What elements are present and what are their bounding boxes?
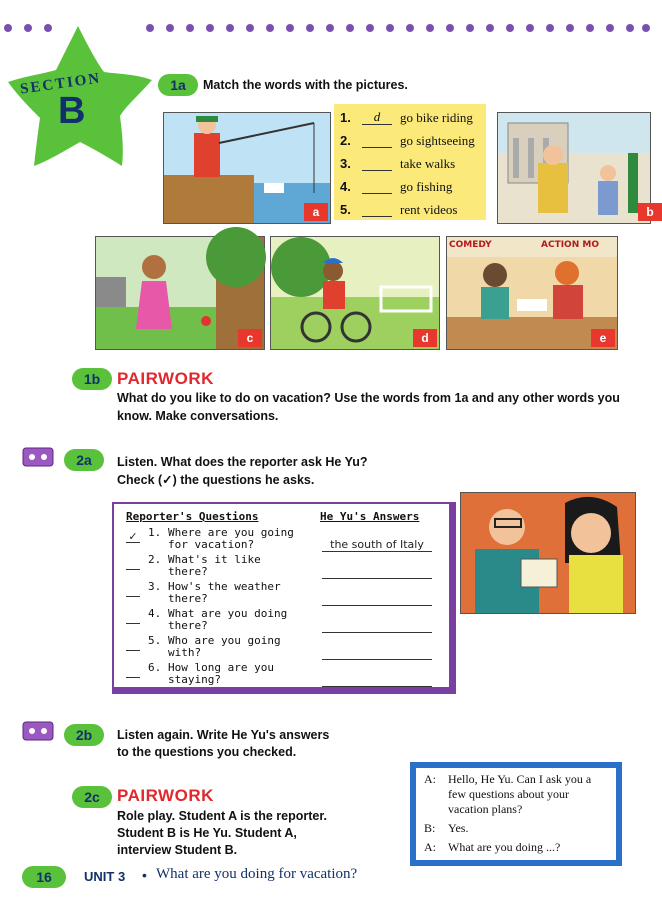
col-questions-header: Reporter's Questions xyxy=(126,510,259,523)
dialogue-text: Hello, He Yu. Can I ask you a few questions about your vacation plans? xyxy=(448,772,592,816)
section-star xyxy=(6,20,156,170)
question-line1: How's the weather xyxy=(168,580,281,593)
question-check[interactable] xyxy=(126,557,140,570)
dialogue-line xyxy=(424,821,608,836)
pairwork-title-2c: PAIRWORK xyxy=(117,786,214,805)
match-text: rent videos xyxy=(400,201,458,217)
reporter-illustration xyxy=(461,493,635,613)
sign-comedy: COMEDY xyxy=(449,240,492,250)
match-number: 2. xyxy=(340,133,351,148)
match-item xyxy=(340,152,480,175)
pairwork-title-1b: PAIRWORK xyxy=(117,369,214,388)
question-line2: for vacation? xyxy=(168,538,255,551)
dialogue-speaker: A: xyxy=(424,772,436,786)
reporter-picture xyxy=(460,492,636,614)
picture-a xyxy=(163,112,331,224)
badge-1a: 1a xyxy=(158,74,198,96)
footer-bullet: • xyxy=(142,867,147,883)
instruction-1a: Match the words with the pictures. xyxy=(203,78,408,92)
question-number: 3. xyxy=(148,580,162,593)
picture-tag: b xyxy=(638,203,662,221)
sign-action: ACTION MO xyxy=(541,240,599,250)
question-number: 4. xyxy=(148,607,162,620)
question-line2: staying? xyxy=(168,673,221,686)
dialogue-speaker: A: xyxy=(424,840,436,854)
match-number: 3. xyxy=(340,156,351,171)
picture-e xyxy=(446,236,618,350)
question-row xyxy=(126,580,446,606)
match-answer[interactable] xyxy=(362,179,392,194)
answer-line[interactable] xyxy=(322,619,432,633)
text-2c-line3: interview Student B. xyxy=(117,843,238,857)
page-number: 16 xyxy=(36,869,52,885)
section-label: SECTION xyxy=(19,70,103,98)
match-text: take walks xyxy=(400,155,456,171)
col-answers-header: He Yu's Answers xyxy=(320,510,420,523)
dialogue-text: Yes. xyxy=(448,821,469,835)
badge-1b: 1b xyxy=(72,368,112,390)
picture-tag: a xyxy=(304,203,328,221)
match-item xyxy=(340,175,480,198)
question-number: 2. xyxy=(148,553,162,566)
question-check[interactable] xyxy=(126,665,140,678)
cassette-icon xyxy=(22,721,56,741)
match-number: 4. xyxy=(340,179,351,194)
text-2b-line2: to the questions you checked. xyxy=(117,745,297,759)
picture-b xyxy=(497,112,654,224)
footer-title: What are you doing for vacation? xyxy=(156,866,358,882)
match-number: 1. xyxy=(340,110,351,125)
dialogue-speaker: B: xyxy=(424,821,436,835)
match-number: 5. xyxy=(340,202,351,217)
match-text: go bike riding xyxy=(400,109,473,125)
question-line1: What are you doing xyxy=(168,607,288,620)
question-line2: there? xyxy=(168,565,208,578)
footer-unit: UNIT 3 xyxy=(84,869,126,884)
question-row xyxy=(126,526,446,552)
questions-box xyxy=(112,502,456,694)
question-line2: there? xyxy=(168,619,208,632)
dialogue-text: What are you doing ...? xyxy=(448,840,561,854)
question-line2: with? xyxy=(168,646,202,659)
answer-line[interactable] xyxy=(322,592,432,606)
picture-d xyxy=(270,236,440,350)
match-item xyxy=(340,129,480,152)
matching-list xyxy=(334,104,486,220)
answer-line[interactable]: the south of Italy xyxy=(322,538,432,552)
match-answer[interactable] xyxy=(362,202,392,217)
question-line1: Where are you going xyxy=(168,526,294,539)
section-letter: B xyxy=(58,90,86,132)
question-check[interactable]: ✓ xyxy=(126,530,140,543)
match-answer[interactable] xyxy=(362,156,392,171)
text-2c-line1: Role play. Student A is the reporter. xyxy=(117,809,327,823)
question-number: 1. xyxy=(148,526,162,539)
question-line1: What's it like xyxy=(168,553,261,566)
picture-tag: e xyxy=(591,329,615,347)
picture-tag: d xyxy=(413,329,437,347)
cassette-icon xyxy=(22,447,56,467)
page-number-badge xyxy=(22,866,66,888)
match-item xyxy=(340,106,480,129)
text-2b-line1: Listen again. Write He Yu's answers xyxy=(117,728,330,742)
question-line2: there? xyxy=(168,592,208,605)
question-check[interactable] xyxy=(126,584,140,597)
dialogue-box xyxy=(410,762,622,866)
badge-2a: 2a xyxy=(64,449,104,471)
match-text: go fishing xyxy=(400,178,453,194)
text-2c-line2: Student B is He Yu. Student A, xyxy=(117,826,297,840)
badge-2c: 2c xyxy=(72,786,112,808)
question-line1: How long are you xyxy=(168,661,274,674)
question-check[interactable] xyxy=(126,611,140,624)
answer-line[interactable] xyxy=(322,673,432,687)
text-1b: What do you like to do on vacation? Use the words from 1a and any other words you know. Make conversations. xyxy=(117,391,620,423)
dialogue-line xyxy=(424,840,608,855)
question-row xyxy=(126,634,446,660)
match-answer[interactable] xyxy=(362,133,392,148)
question-number: 5. xyxy=(148,634,162,647)
match-item xyxy=(340,198,480,221)
answer-line[interactable] xyxy=(322,646,432,660)
answer-line[interactable] xyxy=(322,565,432,579)
match-answer[interactable]: d xyxy=(362,110,392,125)
dialogue-line xyxy=(424,772,608,817)
instruction-2a-line2: Check (✓) the questions he asks. xyxy=(117,473,315,487)
question-row xyxy=(126,607,446,633)
sightseeing-illustration xyxy=(498,113,650,223)
question-row xyxy=(126,553,446,579)
question-line1: Who are you going xyxy=(168,634,281,647)
picture-c xyxy=(95,236,265,350)
badge-2b: 2b xyxy=(64,724,104,746)
question-number: 6. xyxy=(148,661,162,674)
match-text: go sightseeing xyxy=(400,132,475,148)
question-row xyxy=(126,661,446,687)
question-check[interactable] xyxy=(126,638,140,651)
instruction-2a-line1: Listen. What does the reporter ask He Yu? xyxy=(117,455,368,469)
picture-tag: c xyxy=(238,329,262,347)
